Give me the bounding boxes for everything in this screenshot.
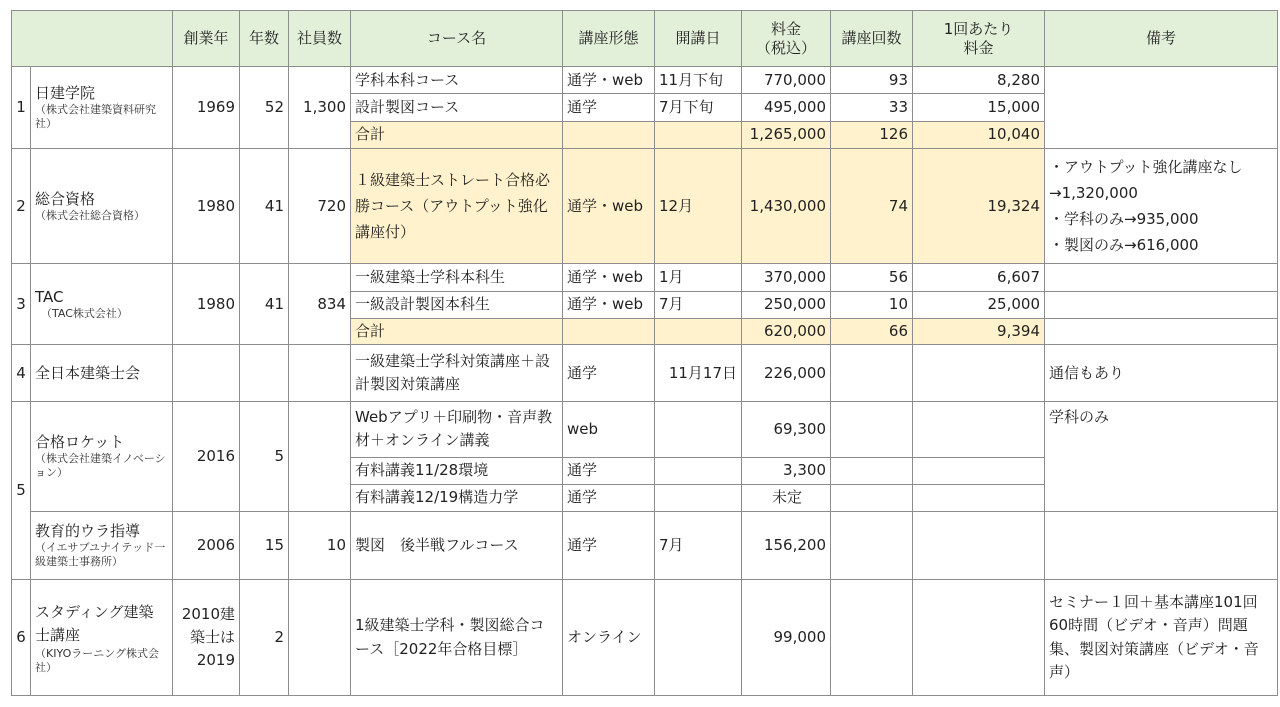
course-format: 通学	[563, 344, 655, 401]
header-school-blank	[12, 11, 173, 67]
school-company: （イエサブユナイテッド一級建築士事務所）	[35, 541, 166, 568]
notes-cell	[1045, 318, 1278, 344]
header-sessions: 講座回数	[831, 11, 913, 67]
note-line: ・アウトプット強化講座なし→1,320,000	[1049, 157, 1243, 202]
course-per-session: 8,280	[913, 67, 1045, 94]
header-fee	[742, 11, 831, 67]
course-fee: 3,300	[742, 457, 831, 484]
header-fee-line1: 料金	[770, 19, 801, 38]
course-per-session: 6,607	[913, 264, 1045, 291]
table-row	[12, 402, 1278, 457]
total-sessions: 126	[831, 121, 913, 148]
course-sessions: 56	[831, 264, 913, 291]
total-fee: 620,000	[742, 318, 831, 344]
years-value: 2	[240, 580, 289, 696]
header-employees: 社員数	[289, 11, 351, 67]
header-per-line1: 1回あたり	[943, 19, 1014, 38]
course-format: 通学・web	[563, 291, 655, 318]
course-per-session	[913, 511, 1045, 579]
school-cell	[31, 264, 173, 344]
course-name: 製図 後半戦フルコース	[351, 511, 563, 579]
course-fee: 1,430,000	[742, 148, 831, 264]
employees-value: 720	[289, 148, 351, 264]
course-sessions	[831, 344, 913, 401]
school-company: （株式会社建築資料研究社）	[35, 103, 156, 130]
employees-value	[289, 344, 351, 401]
employees-value: 10	[289, 511, 351, 579]
course-start: 7月下旬	[655, 94, 742, 121]
school-name: 総合資格	[35, 189, 96, 208]
course-start	[655, 457, 742, 484]
course-per-session: 25,000	[913, 291, 1045, 318]
course-fee: 69,300	[742, 402, 831, 457]
employees-value: 1,300	[289, 67, 351, 148]
school-cell	[31, 67, 173, 148]
course-fee: 770,000	[742, 67, 831, 94]
employees-value	[289, 402, 351, 512]
course-sessions: 33	[831, 94, 913, 121]
table-row	[12, 67, 1278, 94]
years-value: 52	[240, 67, 289, 148]
course-sessions	[831, 457, 913, 484]
employees-value	[289, 580, 351, 696]
school-company: （KIYOラーニング株式会社）	[35, 647, 160, 674]
employees-value: 834	[289, 264, 351, 344]
course-name: 1級建築士学科・製図総合コース［2022年合格目標］	[351, 580, 563, 696]
years-value	[240, 344, 289, 401]
course-start: 12月	[655, 148, 742, 264]
notes-cell	[1045, 148, 1278, 264]
course-per-session	[913, 344, 1045, 401]
row-number: 5	[12, 402, 31, 580]
course-per-session	[913, 402, 1045, 457]
school-company: （TAC株式会社）	[41, 306, 128, 320]
table-row	[12, 511, 1278, 579]
course-format: 通学・web	[563, 264, 655, 291]
notes-cell	[1045, 511, 1278, 579]
school-company: （株式会社建築イノベーション）	[35, 452, 166, 479]
table-row	[12, 580, 1278, 696]
course-start	[655, 484, 742, 511]
founded-value: 2006	[173, 511, 240, 579]
school-cell	[31, 580, 173, 696]
school-name: 教育的ウラ指導	[35, 522, 141, 541]
header-format: 講座形態	[563, 11, 655, 67]
course-format: 通学	[563, 457, 655, 484]
course-sessions	[831, 580, 913, 696]
course-fee: 未定	[742, 484, 831, 511]
course-fee: 370,000	[742, 264, 831, 291]
years-value: 41	[240, 148, 289, 264]
course-sessions: 10	[831, 291, 913, 318]
notes-cell	[1045, 264, 1278, 291]
total-label: 合計	[351, 318, 563, 344]
course-name: 有料講義12/19構造力学	[351, 484, 563, 511]
total-per-session: 9,394	[913, 318, 1045, 344]
notes-cell: セミナー１回＋基本講座101回60時間（ビデオ・音声）問題集、製図対策講座（ビデオ・音声）	[1045, 580, 1278, 696]
school-name: スタディング建築士講座	[35, 602, 154, 644]
notes-cell	[1045, 291, 1278, 318]
course-fee: 226,000	[742, 344, 831, 401]
total-fee: 1,265,000	[742, 121, 831, 148]
course-name: １級建築士ストレート合格必勝コース（アウトプット強化講座付）	[351, 148, 563, 264]
row-number: 3	[12, 264, 31, 344]
total-start-blank	[655, 121, 742, 148]
course-start: 11月下旬	[655, 67, 742, 94]
header-course: コース名	[351, 11, 563, 67]
header-years: 年数	[240, 11, 289, 67]
course-format: オンライン	[563, 580, 655, 696]
notes-cell: 通信もあり	[1045, 344, 1278, 401]
school-cell	[31, 148, 173, 264]
total-label: 合計	[351, 121, 563, 148]
school-name: 日建学院	[35, 84, 96, 103]
header-row	[12, 11, 1278, 67]
course-sessions: 74	[831, 148, 913, 264]
row-number: 1	[12, 67, 31, 148]
header-start: 開講日	[655, 11, 742, 67]
course-fee: 495,000	[742, 94, 831, 121]
course-format: 通学	[563, 484, 655, 511]
course-fee: 156,200	[742, 511, 831, 579]
course-name: 一級建築士学科本科生	[351, 264, 563, 291]
course-fee: 99,000	[742, 580, 831, 696]
course-name: Webアプリ＋印刷物・音声教材＋オンライン講義	[351, 402, 563, 457]
course-sessions	[831, 511, 913, 579]
course-name: 一級建築士学科対策講座＋設計製図対策講座	[351, 344, 563, 401]
notes-cell	[1045, 67, 1278, 148]
header-per-line2: 料金	[963, 38, 994, 57]
course-sessions	[831, 402, 913, 457]
course-per-session	[913, 484, 1045, 511]
course-start: 7月	[655, 511, 742, 579]
course-name: 設計製図コース	[351, 94, 563, 121]
total-format-blank	[563, 121, 655, 148]
table-row	[12, 344, 1278, 401]
header-per	[913, 11, 1045, 67]
course-sessions: 93	[831, 67, 913, 94]
course-start	[655, 402, 742, 457]
course-sessions	[831, 484, 913, 511]
total-per-session: 10,040	[913, 121, 1045, 148]
total-sessions: 66	[831, 318, 913, 344]
years-value: 5	[240, 402, 289, 512]
course-format: 通学・web	[563, 148, 655, 264]
header-fee-line2: （税込）	[755, 38, 816, 57]
school-cell	[31, 402, 173, 512]
row-number: 4	[12, 344, 31, 401]
course-name: 学科本科コース	[351, 67, 563, 94]
course-per-session: 19,324	[913, 148, 1045, 264]
table-row	[12, 148, 1278, 264]
course-fee: 250,000	[742, 291, 831, 318]
course-format: web	[563, 402, 655, 457]
school-name: 合格ロケット	[35, 433, 125, 452]
header-notes: 備考	[1045, 11, 1278, 67]
course-format: 通学	[563, 511, 655, 579]
school-name: TAC	[35, 287, 64, 306]
school-cell	[31, 511, 173, 579]
course-per-session	[913, 580, 1045, 696]
notes-cell: 学科のみ	[1045, 402, 1278, 512]
course-start: 7月	[655, 291, 742, 318]
table-row	[12, 264, 1278, 291]
note-line: ・学科のみ→935,000	[1049, 210, 1199, 229]
founded-value: 2016	[173, 402, 240, 512]
header-founded: 創業年	[173, 11, 240, 67]
course-start: 1月	[655, 264, 742, 291]
course-format: 通学・web	[563, 67, 655, 94]
years-value: 41	[240, 264, 289, 344]
course-per-session	[913, 457, 1045, 484]
school-name: 全日本建築士会	[31, 344, 173, 401]
row-number: 6	[12, 580, 31, 696]
note-line: ・製図のみ→616,000	[1049, 236, 1199, 255]
course-comparison-table	[11, 10, 1278, 696]
course-start: 11月17日	[655, 344, 742, 401]
course-name: 有料講義11/28環境	[351, 457, 563, 484]
founded-value: 1980	[173, 264, 240, 344]
course-name: 一級設計製図本科生	[351, 291, 563, 318]
founded-value: 1969	[173, 67, 240, 148]
years-value: 15	[240, 511, 289, 579]
row-number: 2	[12, 148, 31, 264]
founded-value: 1980	[173, 148, 240, 264]
course-start	[655, 580, 742, 696]
course-per-session: 15,000	[913, 94, 1045, 121]
school-company: （株式会社総合資格）	[35, 208, 145, 222]
course-format: 通学	[563, 94, 655, 121]
founded-value: 2010建築士は2019	[173, 580, 240, 696]
total-start-blank	[655, 318, 742, 344]
total-format-blank	[563, 318, 655, 344]
founded-value	[173, 344, 240, 401]
